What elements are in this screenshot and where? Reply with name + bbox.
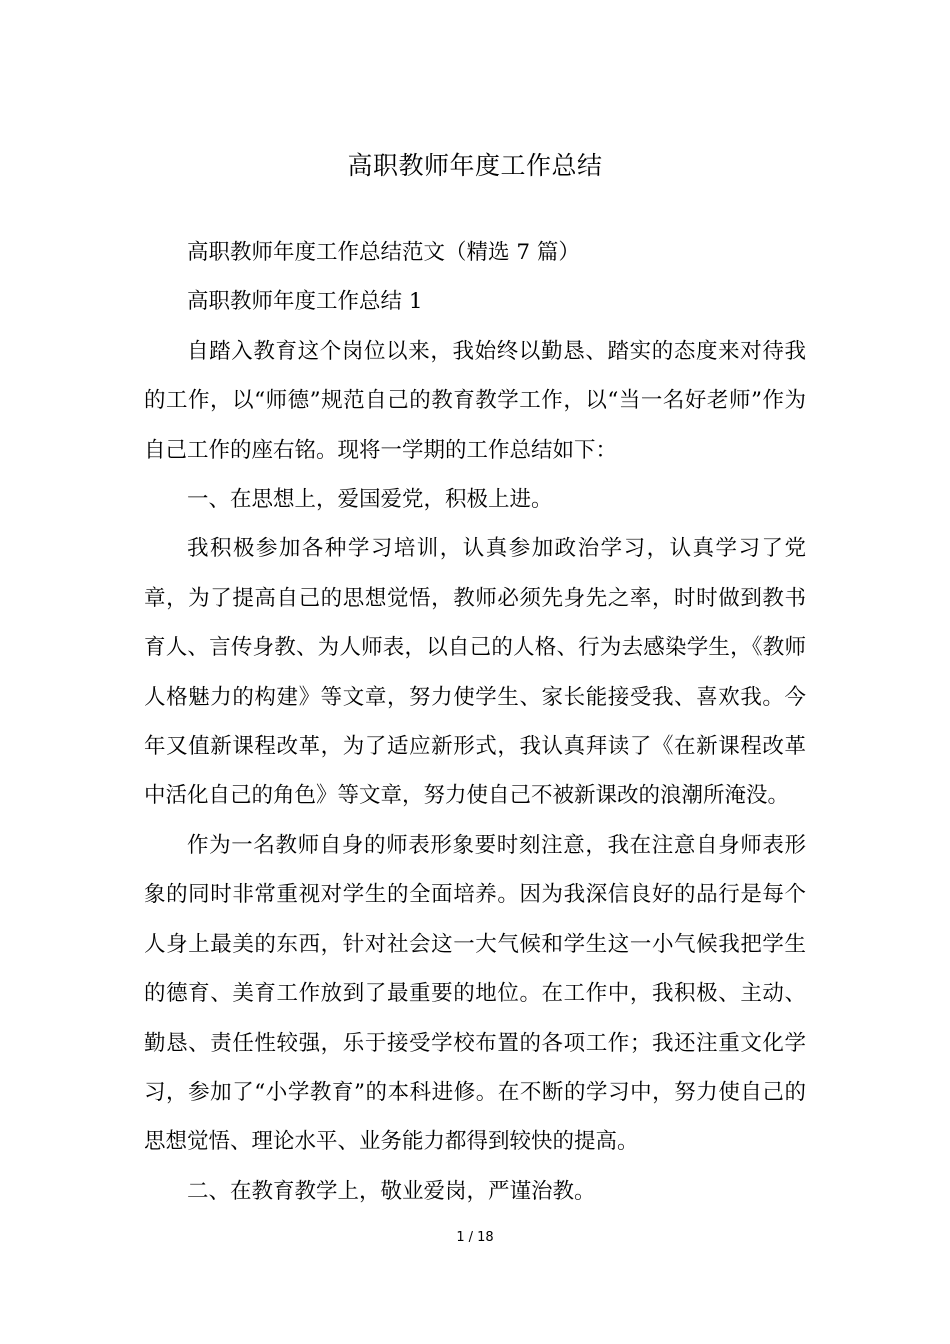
total-pages-number: 18: [477, 1230, 494, 1245]
paragraph-intro: 自踏入教育这个岗位以来，我始终以勤恳、踏实的态度来对待我的工作，以“师德”规范自己的教育教学工作，以“当一名好老师”作为自己工作的座右铭。现将一学期的工作总结如下：: [144, 338, 806, 463]
document-body: [144, 228, 806, 1216]
document-title: 高职教师年度工作总结: [347, 151, 603, 180]
page-number: [0, 1228, 950, 1248]
paragraph-heading-teaching: 二、在教育教学上，敬业爱岗，严谨治教。: [187, 1178, 596, 1204]
current-page-number: 1: [456, 1230, 465, 1245]
paragraph-study: 我积极参加各种学习培训，认真参加政治学习，认真学习了党章，为了提高自己的思想觉悟，教师必须先身先之率，时时做到教书育人、言传身教、为人师表，以自己的人格、行为去感染学生，《教师人格魅力的构建》等文章，努力使学生、家长能接受我、喜欢我。今年又值新课程改革，为了适应新形式，我认真拜读了《在新课程改革中活化自己的角色》等文章，努力使自己不被新课改的浪潮所淹没。: [144, 536, 806, 809]
page-separator: /: [468, 1230, 474, 1245]
paragraph-image: 作为一名教师自身的师表形象要时刻注意，我在注意自身师表形象的同时非常重视对学生的全面培养。因为我深信良好的品行是每个人身上最美的东西，针对社会这一大气候和学生这一小气候我把学生的德育、美育工作放到了最重要的地位。在工作中，我积极、主动、勤恳、责任性较强，乐于接受学校布置的各项工作；我还注重文化学习，参加了“小学教育”的本科进修。在不断的学习中，努力使自己的思想觉悟、理论水平、业务能力都得到较快的提高。: [144, 832, 806, 1155]
paragraph-section-heading: 高职教师年度工作总结 1: [187, 289, 423, 315]
paragraph-subtitle: 高职教师年度工作总结范文（精选 7 篇）: [187, 240, 580, 265]
paragraph-heading-thought: 一、在思想上，爱国爱党，积极上进。: [187, 487, 553, 513]
